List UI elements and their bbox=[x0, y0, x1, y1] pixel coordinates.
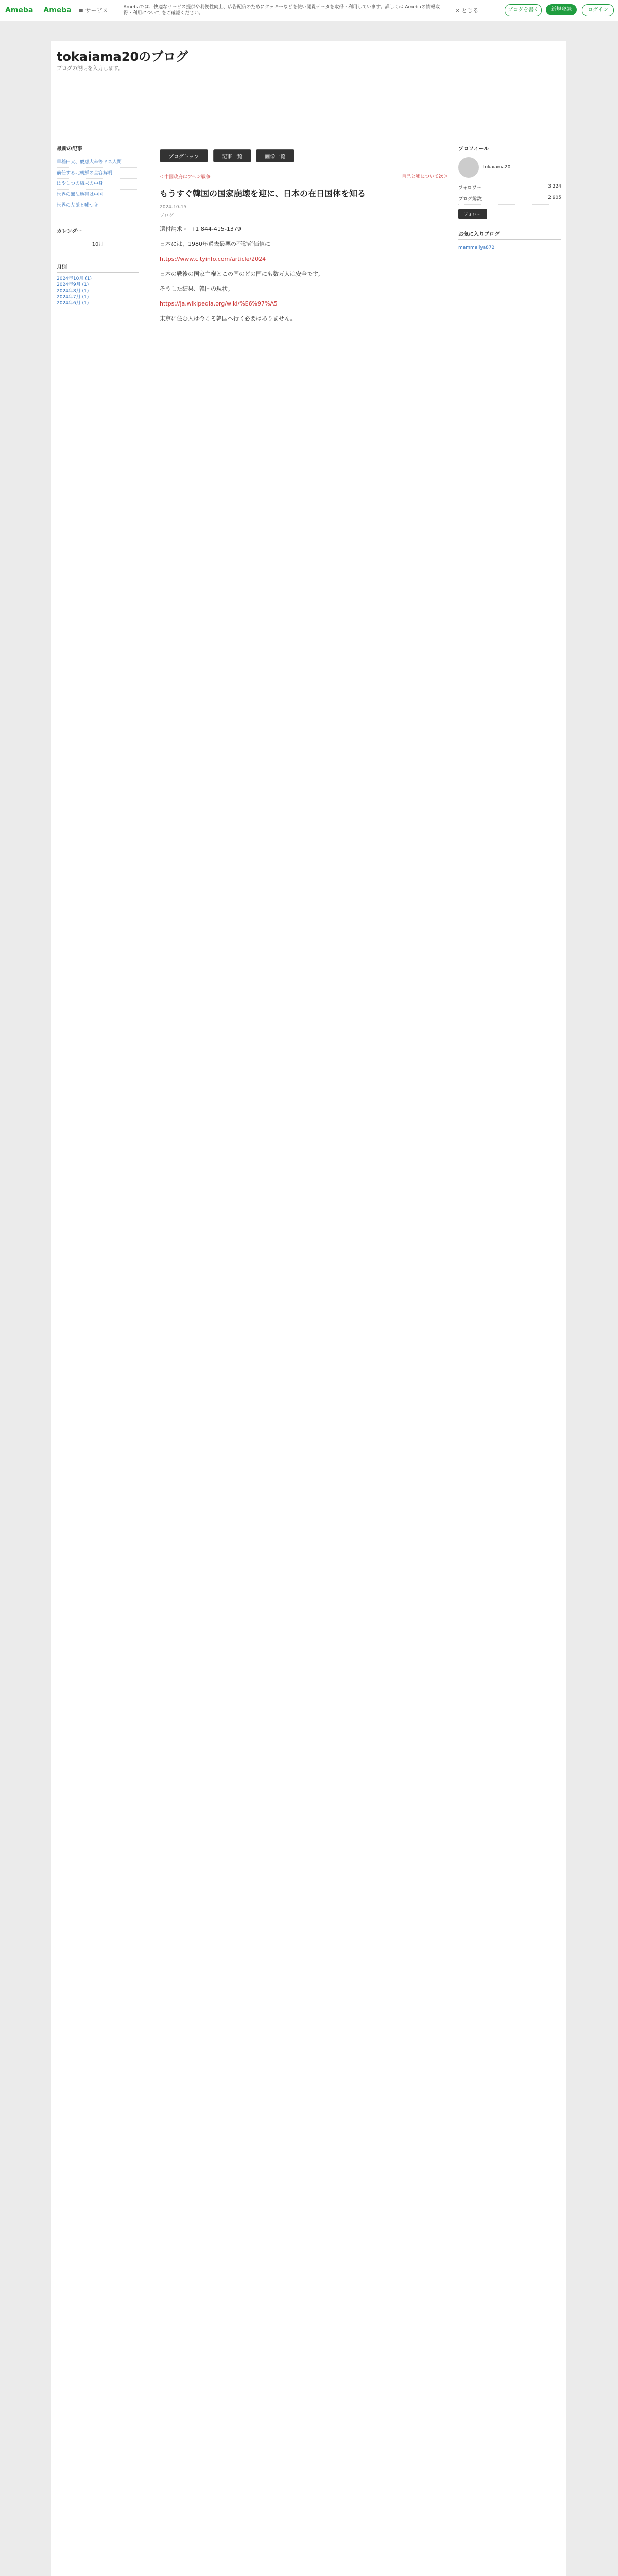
calendar-month: 10月 bbox=[92, 242, 104, 247]
entry-list-button[interactable]: 記事一覧 bbox=[213, 149, 251, 162]
next-entry-link[interactable]: 自己と嘘について次＞ bbox=[402, 174, 448, 179]
top-bar bbox=[0, 0, 618, 21]
left-sidebar bbox=[57, 144, 139, 307]
entry-paragraph: 東京に住む人は今こそ韓国へ行く必要はありません。 bbox=[160, 315, 296, 322]
avatar[interactable] bbox=[458, 157, 479, 178]
pager bbox=[160, 173, 448, 180]
profile-stat bbox=[458, 182, 561, 193]
ameba-blog-logo[interactable]: Ameba bbox=[43, 6, 72, 14]
entry-theme[interactable]: ブログ bbox=[160, 213, 174, 218]
blog-top-button[interactable]: ブログトップ bbox=[160, 149, 208, 162]
services-menu[interactable]: ≡ サービス bbox=[78, 7, 108, 14]
entry-paragraph: 日本には、1980年過去最悪の不動産価値に bbox=[160, 241, 270, 247]
profile-name[interactable]: tokaiama20 bbox=[483, 165, 511, 170]
write-blog-button[interactable]: ブログを書く bbox=[505, 4, 542, 16]
archive-title: 月別 bbox=[57, 263, 139, 273]
profile-stat-value: 2,905 bbox=[548, 195, 561, 200]
entry-title: もうすぐ韓国の国家崩壊を迎に、日本の在日国体を知る bbox=[160, 187, 448, 202]
recent-post-item[interactable]: 世界の左派と嘘つき bbox=[57, 200, 139, 211]
close-notice-button[interactable]: × とじる bbox=[455, 7, 479, 14]
profile-stat-value: 3,224 bbox=[548, 184, 561, 189]
image-list-button[interactable]: 画像一覧 bbox=[256, 149, 294, 162]
recent-post-item[interactable]: 世界の無法地帯は中国 bbox=[57, 190, 139, 200]
right-sidebar bbox=[458, 144, 561, 253]
archive-item[interactable]: 2024年7月 (1) bbox=[57, 295, 89, 300]
follow-button[interactable]: フォロー bbox=[458, 209, 487, 219]
profile bbox=[458, 157, 561, 178]
entry-link[interactable]: https://ja.wikipedia.org/wiki/%E6%97%A5 bbox=[160, 300, 278, 307]
cookie-notice: Amebaでは、快適なサービス提供や利便性向上、広告配信のためにクッキーなどを使い閲覧データを取得・利用しています。詳しくは Amebaの情報取得・利用について をご確認ください。 bbox=[123, 5, 440, 16]
profile-stat-label: ブログ総数 bbox=[458, 197, 482, 202]
entry-paragraph: 還付請求 ← +1 844-415-1379 bbox=[160, 226, 241, 232]
profile-stat-label: フォロワー bbox=[458, 185, 482, 191]
entry-body bbox=[160, 225, 448, 323]
recent-posts-title: 最新の記事 bbox=[57, 144, 139, 154]
prev-entry-link[interactable]: ＜中国政府はアヘン戦争 bbox=[160, 175, 211, 180]
archive-item[interactable]: 2024年9月 (1) bbox=[57, 282, 89, 287]
register-button[interactable]: 新規登録 bbox=[546, 4, 577, 15]
blog-title[interactable]: tokaiama20のブログ bbox=[57, 49, 188, 64]
blog-page bbox=[52, 41, 566, 2576]
profile-actions bbox=[458, 209, 561, 219]
profile-title: プロフィール bbox=[458, 144, 561, 154]
favorites-title: お気に入りブログ bbox=[458, 230, 561, 240]
recent-post-item[interactable]: はや１つの結末の中身 bbox=[57, 179, 139, 190]
entry-paragraph: 日本の戦後の国家主権とこの国のどの国にも数万人は安全です。 bbox=[160, 270, 324, 277]
profile-stat bbox=[458, 193, 561, 205]
article-column bbox=[160, 149, 448, 329]
article-nav bbox=[160, 149, 448, 162]
archive-item[interactable]: 2024年6月 (1) bbox=[57, 301, 89, 306]
calendar-title: カレンダー bbox=[57, 227, 139, 236]
ameba-logo[interactable]: Ameba bbox=[5, 6, 33, 14]
recent-post-item[interactable]: 早稲田大、慶應大卒等ドス人間 bbox=[57, 157, 139, 168]
blog-description: ブログの説明を入力します。 bbox=[57, 66, 124, 72]
archive-item[interactable]: 2024年8月 (1) bbox=[57, 289, 89, 294]
login-button[interactable]: ログイン bbox=[582, 4, 614, 16]
archive-item[interactable]: 2024年10月 (1) bbox=[57, 276, 92, 281]
favorite-blog-link[interactable]: mammaliya872 bbox=[458, 243, 561, 253]
entry-date: 2024-10-15 bbox=[160, 205, 187, 210]
recent-post-item[interactable]: 前任する北朝鮮の全容解明 bbox=[57, 168, 139, 179]
entry-paragraph: そうした結果、韓国の現状。 bbox=[160, 285, 233, 292]
entry-link[interactable]: https://www.cityinfo.com/article/2024 bbox=[160, 256, 266, 262]
